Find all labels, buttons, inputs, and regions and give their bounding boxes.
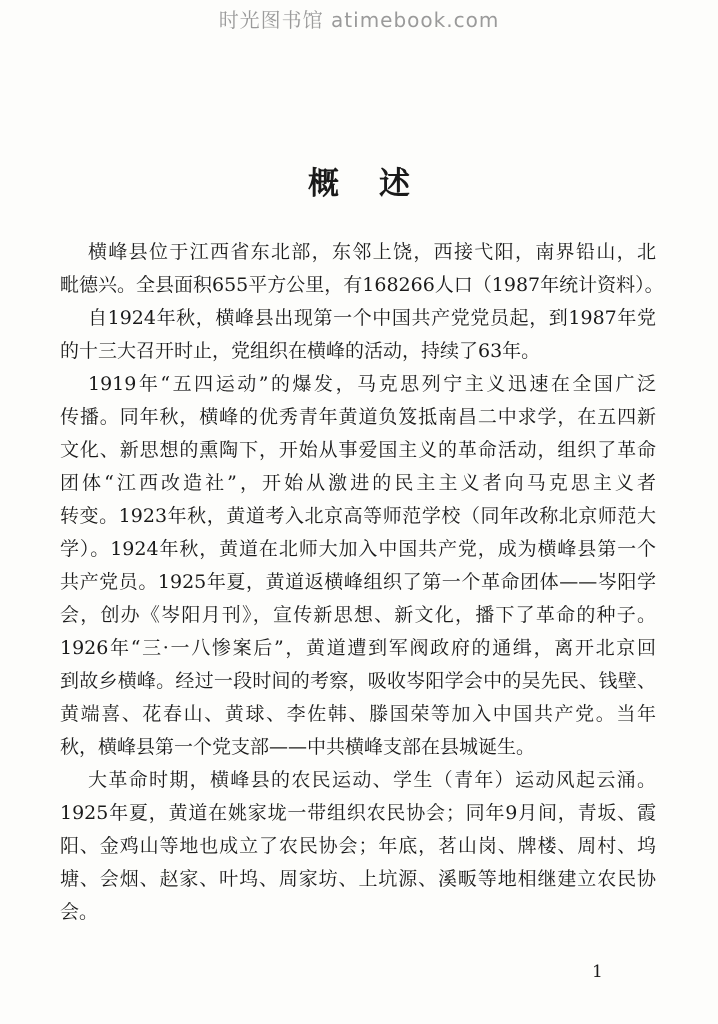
text-line: 阳、金鸡山等地也成立了农民协会；年底，茗山岗、牌楼、周村、坞 (60, 835, 656, 857)
paragraph (60, 368, 656, 764)
text-line: 会，创办《岑阳月刊》，宣传新思想、新文化，播下了革命的种子。 (60, 604, 656, 626)
text-line: 传播。同年秋，横峰的优秀青年黄道负笈抵南昌二中求学，在五四新 (60, 406, 656, 428)
text-line: 转变。1923年秋，黄道考入北京高等师范学校（同年改称北京师范大 (60, 505, 656, 527)
text-line: 大革命时期，横峰县的农民运动、学生（青年）运动风起云涌。 (88, 769, 656, 791)
text-line: 秋，横峰县第一个党支部——中共横峰支部在县城诞生。 (60, 736, 536, 758)
page-title: 概述 (308, 166, 450, 202)
text-line: 的十三大召开时止，党组织在横峰的活动，持续了63年。 (60, 340, 541, 362)
text-line: 毗德兴。全县面积655平方公里，有168266人口（1987年统计资料）。 (60, 274, 664, 296)
paragraph (60, 302, 656, 368)
text-line: 塘、会烟、赵家、叶坞、周家坊、上坑源、溪畈等地相继建立农民协 (60, 868, 656, 890)
text-line: 黄端喜、花春山、黄球、李佐韩、滕国荣等加入中国共产党。当年 (60, 703, 656, 725)
text-line: 共产党员。1925年夏，黄道返横峰组织了第一个革命团体——岑阳学 (60, 571, 656, 593)
watermark: 时光图书馆 atimebook.com (218, 8, 500, 32)
text-line: 1925年夏，黄道在姚家垅一带组织农民协会；同年9月间，青坂、霞 (60, 802, 656, 824)
text-line: 到故乡横峰。经过一段时间的考察，吸收岑阳学会中的吴先民、钱壁、 (60, 670, 656, 692)
page-number: 1 (592, 962, 603, 982)
text-line: 自1924年秋，横峰县出现第一个中国共产党党员起，到1987年党 (88, 307, 656, 329)
text-line: 团体“江西改造社”，开始从激进的民主主义者向马克思主义者 (60, 472, 656, 494)
text-line: 横峰县位于江西省东北部，东邻上饶，西接弋阳，南界铅山，北 (88, 241, 656, 263)
text-line: 1926年“三·一八惨案后”，黄道遭到军阀政府的通缉，离开北京回 (60, 637, 656, 659)
text-line: 1919年“五四运动”的爆发，马克思列宁主义迅速在全国广泛 (88, 373, 656, 395)
text-line: 会。 (60, 901, 99, 923)
paragraph (60, 764, 656, 929)
body-text (60, 236, 664, 929)
paragraph (60, 236, 664, 302)
text-line: 文化、新思想的熏陶下，开始从事爱国主义的革命活动，组织了革命 (60, 439, 656, 461)
text-line: 学）。1924年秋，黄道在北师大加入中国共产党，成为横峰县第一个 (60, 538, 656, 560)
